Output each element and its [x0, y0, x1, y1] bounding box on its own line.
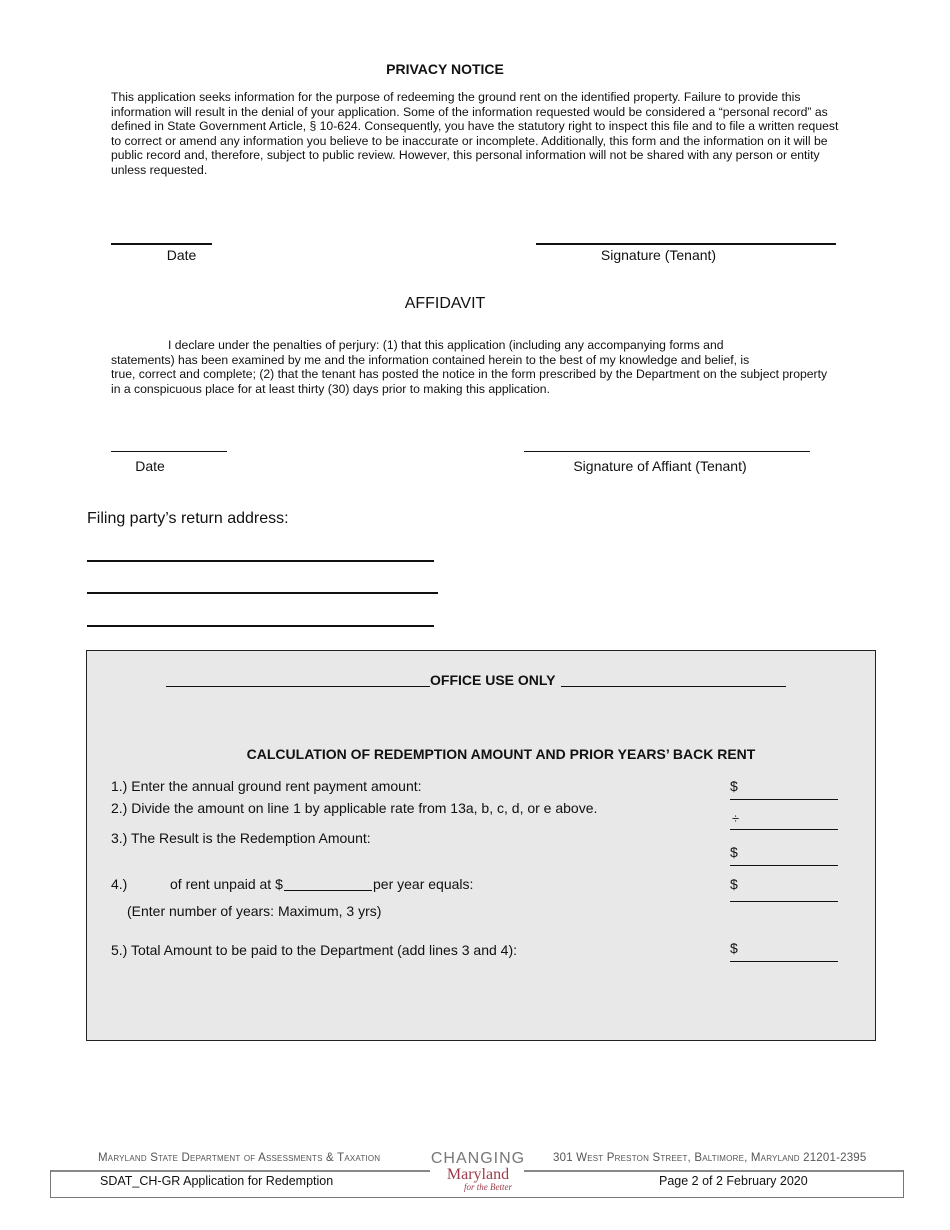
return-address-label: Filing party’s return address:	[87, 510, 289, 527]
footer-address: 301 West Preston Street, Baltimore, Maryland 21201-2395	[553, 1152, 867, 1164]
office-use-panel	[86, 650, 876, 1041]
affidavit-line: I declare under the penalties of perjury: (1) that this application (including any accompanying forms and	[168, 338, 724, 352]
privacy-line: public record and, therefore, subject to public review. However, this personal information will not be shared with any person or entity	[111, 148, 820, 163]
calc-field-4[interactable]	[730, 901, 838, 902]
calc-line-4-rent-field[interactable]	[284, 890, 372, 891]
calc-field-3[interactable]	[730, 865, 838, 866]
logo-changing-text: CHANGING	[430, 1150, 526, 1167]
affidavit-line: true, correct and complete; (2) that the tenant has posted the notice in the form prescribed by the Department on the subject property	[111, 367, 828, 382]
affidavit-signature-label: Signature of Affiant (Tenant)	[573, 458, 747, 474]
privacy-line: information will result in the denial of your application. Some of the information requested would be considered a “personal record” as	[111, 104, 828, 119]
calc-line-4-text-b: per year equals:	[373, 876, 474, 892]
calc-line-5: 5.) Total Amount to be paid to the Department (add lines 3 and 4):	[111, 942, 517, 958]
privacy-notice-text	[111, 90, 871, 178]
dollar-sign: $	[730, 876, 738, 892]
dollar-sign: $	[730, 778, 738, 794]
dollar-sign: $	[730, 844, 738, 860]
footer-agency: Maryland State Department of Assessments & Taxation	[98, 1152, 381, 1164]
calc-line-3: 3.) The Result is the Redemption Amount:	[111, 830, 371, 846]
calculation-title: CALCULATION OF REDEMPTION AMOUNT AND PRIOR YEARS’ BACK RENT	[246, 746, 756, 762]
privacy-notice-title: PRIVACY NOTICE	[386, 61, 504, 77]
calc-line-1: 1.) Enter the annual ground rent payment amount:	[111, 778, 422, 794]
affidavit-title: AFFIDAVIT	[404, 295, 486, 312]
privacy-signature-line[interactable]	[536, 243, 836, 245]
affidavit-line: statements) has been examined by me and the information contained herein to the best of my knowledge and belief, is	[111, 352, 750, 367]
logo-better-text: for the Better	[464, 1182, 512, 1192]
return-address-line-3[interactable]	[87, 625, 434, 627]
privacy-line: to correct or amend any information you believe to be inaccurate or incomplete. Additionally, this form and the information on it will be	[111, 133, 828, 148]
affidavit-signature-line[interactable]	[524, 451, 810, 452]
footer-rule-left	[50, 1170, 430, 1172]
logo-maryland-text: Maryland	[446, 1166, 510, 1183]
affidavit-date-line[interactable]	[111, 451, 227, 452]
footer-rule-right	[524, 1170, 904, 1172]
calc-field-1[interactable]	[730, 799, 838, 800]
footer-box-left	[50, 1170, 51, 1198]
privacy-line: This application seeks information for the purpose of redeeming the ground rent on the identified property. Failure to provide this	[111, 90, 801, 104]
privacy-line: defined in State Government Article, § 10-624. Consequently, you have the statutory right to inspect this file and to file a written request	[111, 119, 839, 134]
footer-page-info: Page 2 of 2 February 2020	[659, 1174, 808, 1188]
return-address-line-2[interactable]	[87, 592, 438, 594]
return-address-line-1[interactable]	[87, 560, 434, 562]
calc-line-4-text-a: of rent unpaid at $	[170, 876, 283, 892]
calc-line-4-number: 4.)	[111, 876, 128, 892]
office-header-rule-left	[166, 686, 430, 687]
privacy-signature-label: Signature (Tenant)	[600, 247, 717, 263]
office-use-header: OFFICE USE ONLY	[430, 672, 556, 688]
calc-field-2[interactable]	[730, 829, 838, 830]
affidavit-date-label: Date	[135, 458, 165, 474]
privacy-date-line[interactable]	[111, 243, 212, 245]
calc-line-4-note: (Enter number of years: Maximum, 3 yrs)	[127, 903, 382, 919]
office-header-rule-right	[561, 686, 786, 687]
affidavit-text	[111, 338, 871, 396]
footer-box-right	[903, 1170, 904, 1198]
calc-field-5[interactable]	[730, 961, 838, 962]
footer-form-id: SDAT_CH-GR Application for Redemption	[100, 1174, 334, 1188]
privacy-date-label: Date	[166, 247, 197, 263]
affidavit-line: in a conspicuous place for at least thirty (30) days prior to making this application.	[111, 381, 550, 396]
divide-icon: ÷	[732, 811, 740, 826]
calc-line-2: 2.) Divide the amount on line 1 by applicable rate from 13a, b, c, d, or e above.	[111, 800, 598, 816]
changing-maryland-logo	[430, 1151, 526, 1192]
dollar-sign: $	[730, 940, 738, 956]
footer-rule-bottom	[50, 1197, 904, 1198]
privacy-line: unless requested.	[111, 162, 208, 177]
